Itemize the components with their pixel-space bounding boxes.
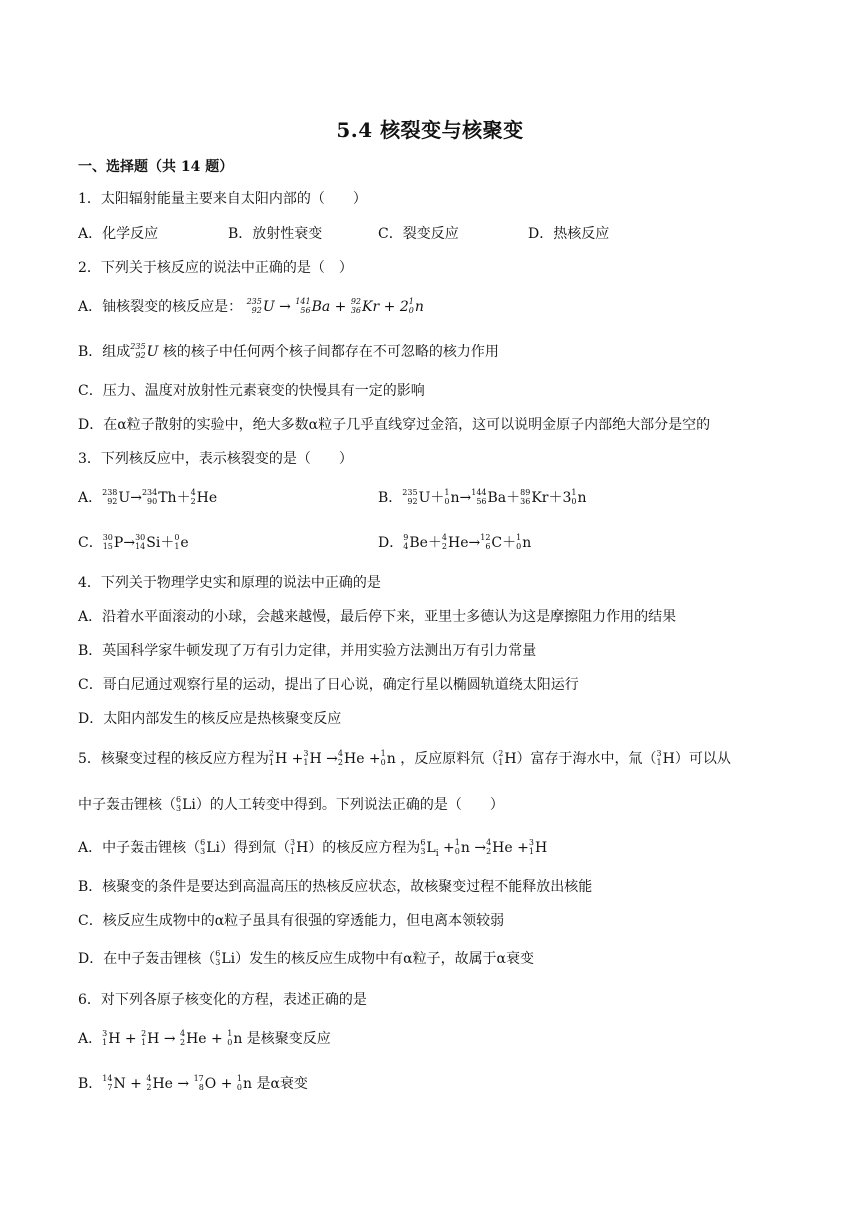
section-heading: 一、选择题（共 14 题）: [78, 159, 234, 175]
question-2-option-b: [78, 342, 499, 362]
option-d-suffix: ）发生的核反应生成物中有α粒子，故属于α衰变: [235, 951, 535, 967]
option-b-prefix: B．组成: [78, 344, 131, 360]
question-2-option-c: C．压力、温度对放射性元素衰变的快慢具有一定的影响: [78, 383, 425, 399]
option-d-prefix: D．在中子轰击锂核（: [78, 951, 216, 967]
question-2-stem: 2．下列关于核反应的说法中正确的是（ ）: [78, 260, 353, 276]
question-1-option-a: A．化学反应: [78, 226, 159, 242]
stem-end: ）可以从: [674, 751, 731, 767]
question-6-option-b: B． 14 7 N + 4 2 He → 17 8 O + 1 0 n 是α衰变: [78, 1074, 308, 1092]
question-5-stem-line-2: 中子轰击锂核（ 6 3 Li）的人工转变中得到。下列说法正确的是（ ）: [78, 795, 504, 813]
question-6-option-a: A． 3 1 H + 2 1 H → 4 2 He + 1 0 n 是核聚变反应: [78, 1029, 331, 1047]
question-5-option-a: A．中子轰击锂核（ 6 3 Li）得到氚（ 3 1 H）的核反应方程为 6 3 $L_i$ + 1 0 n → 4 2 He + 3 1 H: [78, 838, 548, 859]
option-b-suffix: 核的核子中任何两个核子间都存在不可忽略的核力作用: [162, 344, 499, 360]
question-3-option-d: D． 9 4 Be＋ 4 2 He→ 12 6 C＋ 1 0 n: [378, 533, 532, 551]
question-3-option-c: C． 30 15 P→ 30 14 Si＋ 0 1 e: [78, 533, 189, 551]
question-2-option-a: [78, 297, 424, 317]
stem-mid: ，反应原料氘（: [400, 751, 499, 767]
question-1-option-b: B．放射性衰变: [228, 226, 323, 242]
question-2-option-d: D．在α粒子散射的实验中，绝大多数α粒子几乎直线穿过金箔，这可以说明金原子内部绝大部分是空的: [78, 417, 711, 433]
stem-line2-b: ）的人工转变中得到。下列说法正确的是（ ）: [195, 797, 504, 813]
question-5-option-c: C．核反应生成物中的α粒子虽具有很强的穿透能力，但电离本领较弱: [78, 913, 505, 929]
question-4-stem: 4．下列关于物理学史实和原理的说法中正确的是: [78, 575, 381, 591]
question-4-option-b: B．英国科学家牛顿发现了万有引力定律，并用实验方法测出万有引力常量: [78, 643, 537, 659]
stem-line2-a: 中子轰击锂核（: [78, 797, 176, 813]
question-3-option-a: A． 238 92 U→ 234 90 Th＋ 4 2 He: [78, 488, 218, 506]
option-a-prefix: A．中子轰击锂核（: [78, 840, 201, 856]
question-5-stem-line-1: 5．核聚变过程的核反应方程为 2 1 H + 3 1 H → 4 2 He + 1 0 n ，反应原料氘（ 2 1 H）富存于海水中，氚（ 3 1 H）可以从: [78, 749, 731, 767]
question-1-option-d: D．热核反应: [528, 226, 610, 242]
option-a-suffix: 是核聚变反应: [246, 1031, 331, 1047]
uranium-symbol: 235 92 U: [130, 342, 159, 360]
question-3-stem: 3．下列核反应中，表示核裂变的是（ ）: [78, 451, 353, 467]
question-4-option-a: A．沿着水平面滚动的小球，会越来越慢，最后停下来，亚里士多德认为这是摩擦阻力作用的结果: [78, 609, 677, 625]
option-a-text: A．铀核裂变的核反应是：: [78, 299, 243, 315]
question-4-option-c: C．哥白尼通过观察行星的运动，提出了日心说，确定行星以椭圆轨道绕太阳运行: [78, 677, 579, 693]
stem-mid2: ）富存于海水中，氚（: [516, 751, 657, 767]
stem-prefix: 5．核聚变过程的核反应方程为: [78, 751, 269, 767]
option-b-suffix: 是α衰变: [256, 1076, 308, 1092]
question-1-option-c: C．裂变反应: [378, 226, 459, 242]
question-5-option-b: B．核聚变的条件是要达到高温高压的热核反应状态，故核聚变过程不能释放出核能: [78, 879, 593, 895]
option-a-mid2: ）的核反应方程为: [308, 840, 421, 856]
question-6-stem: 6．对下列各原子核变化的方程，表述正确的是: [78, 992, 367, 1008]
question-1-stem: 1．太阳辐射能量主要来自太阳内部的（ ）: [78, 191, 367, 207]
question-3-option-b: B． 235 92 U＋ 1 0 n→ 144 56 Ba＋ 89 36 Kr＋3 1 0 n: [378, 488, 587, 506]
option-a-mid: ）得到氚（: [220, 840, 290, 856]
page-title: 5.4 核裂变与核聚变: [336, 118, 524, 142]
question-5-option-d: D．在中子轰击锂核（ 6 3 Li）发生的核反应生成物中有α粒子，故属于α衰变: [78, 949, 535, 967]
question-4-option-d: D．太阳内部发生的核反应是热核聚变反应: [78, 711, 342, 727]
fission-equation: 235 92 U → 141 56 Ba + 92 36 Kr + 2 1 0 n: [246, 297, 424, 315]
